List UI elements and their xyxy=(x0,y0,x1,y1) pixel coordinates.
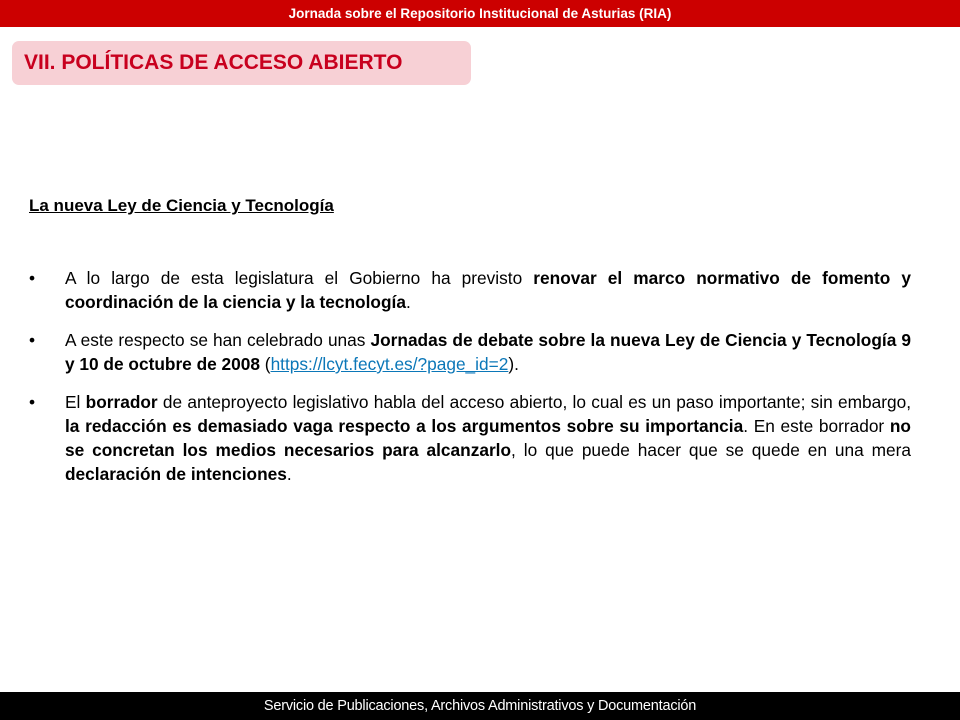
bullet-text: . xyxy=(286,464,292,484)
bullet-bold-text: Jornadas de debate sobre la nueva Ley de Ciencia y Tecnología 9 y 10 de octubre de 2008 xyxy=(65,330,911,374)
bullet-text: , lo que puede hacer que se quede en una mera xyxy=(511,440,911,460)
jornadas-link[interactable]: https://lcyt.fecyt.es/?page_id=2 xyxy=(270,354,509,374)
bullet-text: A lo largo de esta legislatura el Gobierno ha previsto xyxy=(65,268,534,288)
bullet-marker: • xyxy=(29,392,36,412)
bullet-item-2 xyxy=(29,328,911,376)
footer-text: Servicio de Publicaciones, Archivos Administrativos y Documentación xyxy=(263,698,697,714)
bullet-bold-text: la redacción es demasiado vaga respecto a los argumentos sobre su importancia xyxy=(65,416,744,436)
bullet-list xyxy=(29,266,911,500)
bullet-bold-text: declaración de intenciones xyxy=(65,464,287,484)
bullet-bold-text: renovar el marco normativo de fomento y coordinación de la ciencia y la tecnología xyxy=(65,268,911,312)
header-bar xyxy=(0,0,960,27)
section-title-box xyxy=(12,41,471,85)
bullet-text: A este respecto se han celebrado unas xyxy=(65,330,371,350)
subtitle: La nueva Ley de Ciencia y Tecnología xyxy=(29,196,334,215)
footer-bar xyxy=(0,692,960,720)
bullet-text: ( xyxy=(260,354,271,374)
bullet-text: . xyxy=(405,292,411,312)
bullet-marker: • xyxy=(29,268,36,288)
bullet-item-3 xyxy=(29,390,911,486)
bullet-text: ). xyxy=(508,354,519,374)
section-title: VII. POLÍTICAS DE ACCESO ABIERTO xyxy=(24,51,403,74)
bullet-marker: • xyxy=(29,330,36,350)
bullet-bold-text: borrador xyxy=(85,392,158,412)
bullet-text: de anteproyecto legislativo habla del acceso abierto, lo cual es un paso importante; sin embargo, xyxy=(157,392,911,412)
bullet-text: . En este borrador xyxy=(743,416,890,436)
header-title: Jornada sobre el Repositorio Institucional de Asturias (RIA) xyxy=(288,6,672,21)
bullet-item-1 xyxy=(29,266,911,314)
bullet-text: El xyxy=(65,392,86,412)
bullet-bold-text: no se concretan los medios necesarios para alcanzarlo xyxy=(65,416,911,460)
